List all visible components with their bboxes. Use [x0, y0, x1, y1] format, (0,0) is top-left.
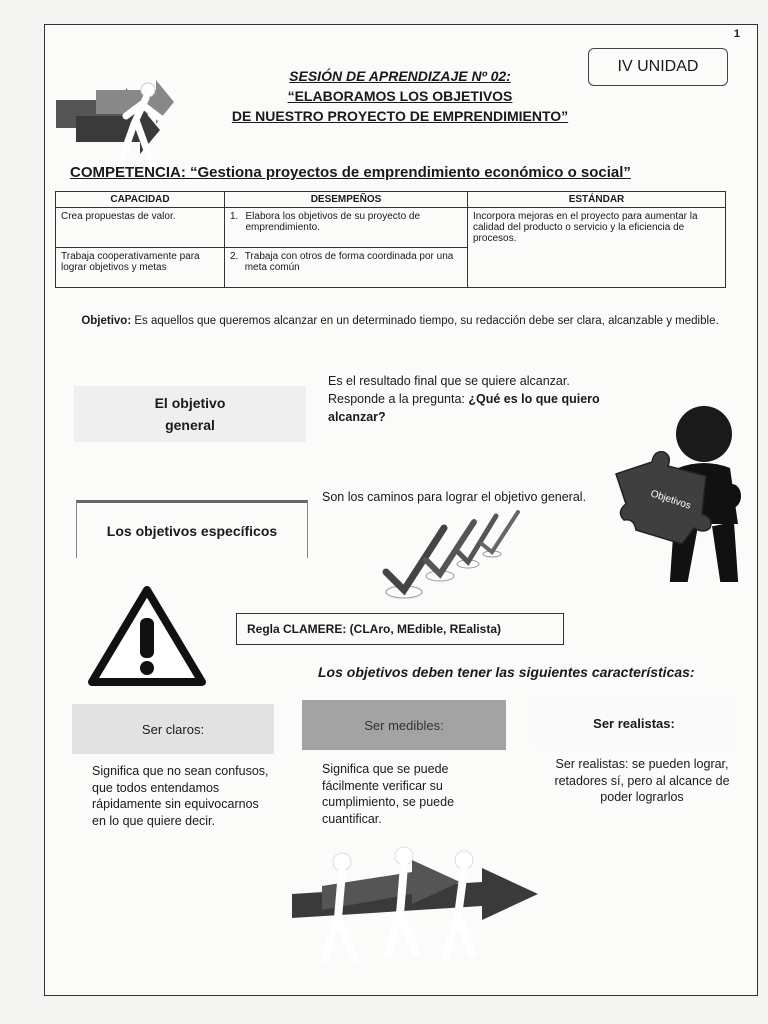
checkmarks-icon: [382, 508, 526, 604]
title-line-2: “ELABORAMOS LOS OBJETIVOS: [287, 88, 513, 104]
header-capacidad: CAPACIDAD: [56, 192, 225, 208]
title-line-3: DE NUESTRO PROYECTO DE EMPRENDIMIENTO”: [231, 108, 569, 124]
header-desempenos: DESEMPEÑOS: [225, 192, 468, 208]
desempeno-number: 2.: [230, 251, 239, 262]
objetivo-definition: [70, 312, 730, 330]
warning-icon: [86, 584, 208, 688]
capacidad-cell: Trabaja cooperativamente para lograr objetivos y metas: [56, 248, 225, 288]
general-desc-line-2: Responde a la pregunta:: [328, 392, 469, 406]
card-ser-medibles-text: Significa que se puede fácilmente verificar su cumplimiento, se puede cuantificar.: [322, 762, 455, 826]
objetivo-text: Es aquellos que queremos alcanzar en un determinado tiempo, su redacción debe ser clara, alcanzable y medible.: [131, 315, 719, 327]
general-description: [322, 372, 622, 426]
table-row: [56, 208, 726, 248]
header-estandar: ESTÁNDAR: [468, 192, 726, 208]
objetivos-especificos-box: Los objetivos específicos: [76, 500, 308, 558]
general-desc-line-1: Es el resultado final que se quiere alcanzar.: [328, 374, 570, 388]
team-arrows-icon: [292, 842, 542, 970]
capacidad-cell: Crea propuestas de valor.: [56, 208, 225, 248]
caracteristicas-heading: Los objetivos deben tener las siguientes características:: [318, 664, 695, 680]
card-ser-realistas-title: Ser realistas:: [534, 698, 734, 748]
especificos-description: Son los caminos para lograr el objetivo general.: [322, 490, 587, 504]
table-header-row: [56, 192, 726, 208]
desempeno-number: 1.: [230, 211, 239, 222]
desempeno-cell: [225, 248, 468, 288]
objetivo-general-box: [74, 386, 306, 442]
card-ser-claros-text: Significa que no sean confusos, que todos entendamos rápidamente sin equivocarnos en lo que quiere decir.: [92, 764, 269, 828]
title-line-1: SESIÓN DE APRENDIZAJE Nº 02:: [289, 68, 511, 84]
card-ser-realistas-text: Ser realistas: se pueden lograr, retadores sí, pero al alcance de poder lograrlos: [554, 757, 730, 804]
desempeno-cell: [225, 208, 468, 248]
page-number: 1: [733, 28, 740, 40]
desempeno-text: Elabora los objetivos de su proyecto de emprendimiento.: [245, 211, 421, 233]
objetivo-label: Objetivo:: [81, 315, 132, 327]
general-question: ¿Qué es lo que quiero alcanzar?: [328, 392, 600, 424]
capacidades-table: [55, 191, 726, 288]
competencia-heading: COMPETENCIA: “Gestiona proyectos de emprendimiento económico o social”: [70, 164, 631, 181]
card-ser-medibles-title: Ser medibles:: [302, 700, 506, 750]
general-line-1: El objetivo: [154, 395, 226, 411]
estandar-cell: Incorpora mejoras en el proyecto para aumentar la calidad del producto o servicio y la eficiencia de procesos.: [468, 208, 726, 288]
regla-clamere-box: Regla CLAMERE: (CLAro, MEdible, REalista): [236, 613, 564, 645]
walking-figure-arrows-icon: [56, 76, 186, 168]
general-line-2: general: [165, 417, 215, 433]
card-ser-claros-title: Ser claros:: [72, 704, 274, 754]
puzzle-label: Objetivos: [649, 488, 693, 512]
unidad-badge: IV UNIDAD: [588, 48, 728, 86]
session-title: [200, 66, 600, 126]
person-puzzle-icon: [612, 404, 748, 590]
desempeno-text: Trabaja con otros de forma coordinada por una meta común: [244, 251, 454, 273]
